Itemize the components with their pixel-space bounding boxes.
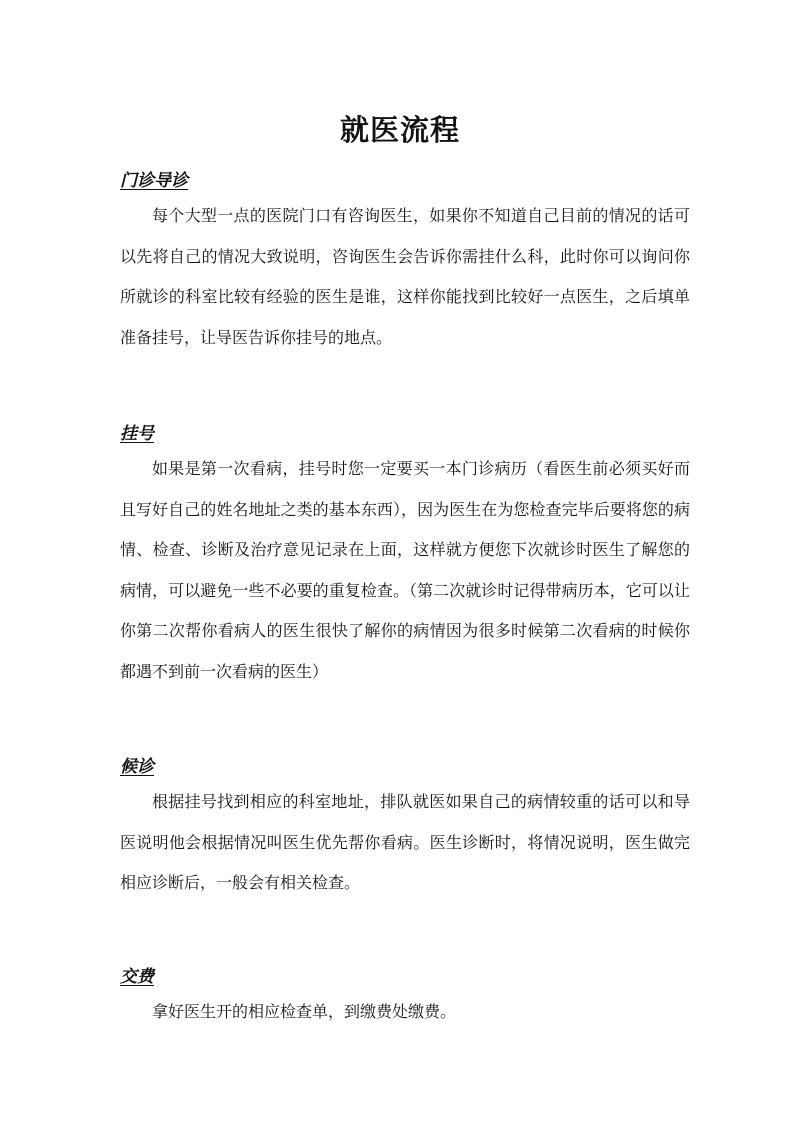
section-heading: 门诊导诊 (120, 171, 188, 191)
section-body: 拿好医生开的相应检查单，到缴费处缴费。 (152, 1002, 457, 1021)
section-body: 根据挂号找到相应的科室地址，排队就医如果自己的病情较重的话可以和导医说明他会根据情况叫医生优先帮你看病。医生诊断时，将情况说明，医生做完相应诊断后，一般会有相关检查。 (120, 792, 690, 892)
section-registration (120, 419, 690, 692)
section-heading: 交费 (120, 967, 154, 987)
section-heading: 挂号 (120, 424, 154, 444)
section-payment (120, 962, 690, 1033)
section-body: 如果是第一次看病，挂号时您一定要买一本门诊病历（看医生前必须买好而且写好自己的姓名地址之类的基本东西），因为医生在为您检查完毕后要将您的病情、检查、诊断及治疗意见记录在上面，这样就方便您下次就诊时医生了解您的病情，可以避免一些不必要的重复检查。（第二次就诊时记得带病历本，它可以让你第二次帮你看病人的医生很快了解你的病情因为很多时候第二次看病的时候你都遇不到前一次看病的医生） (120, 459, 690, 681)
page-title: 就医流程 (339, 113, 460, 147)
section-waiting (120, 752, 690, 904)
section-outpatient-guidance (120, 166, 690, 358)
section-body: 每个大型一点的医院门口有咨询医生，如果你不知道自己目前的情况的话可以先将自己的情况大致说明，咨询医生会告诉你需挂什么科，此时你可以询问你所就诊的科室比较有经验的医生是谁，这样你能找到比较好一点医生，之后填单准备挂号，让导医告诉你挂号的地点。 (120, 206, 690, 347)
section-heading: 候诊 (120, 757, 154, 777)
